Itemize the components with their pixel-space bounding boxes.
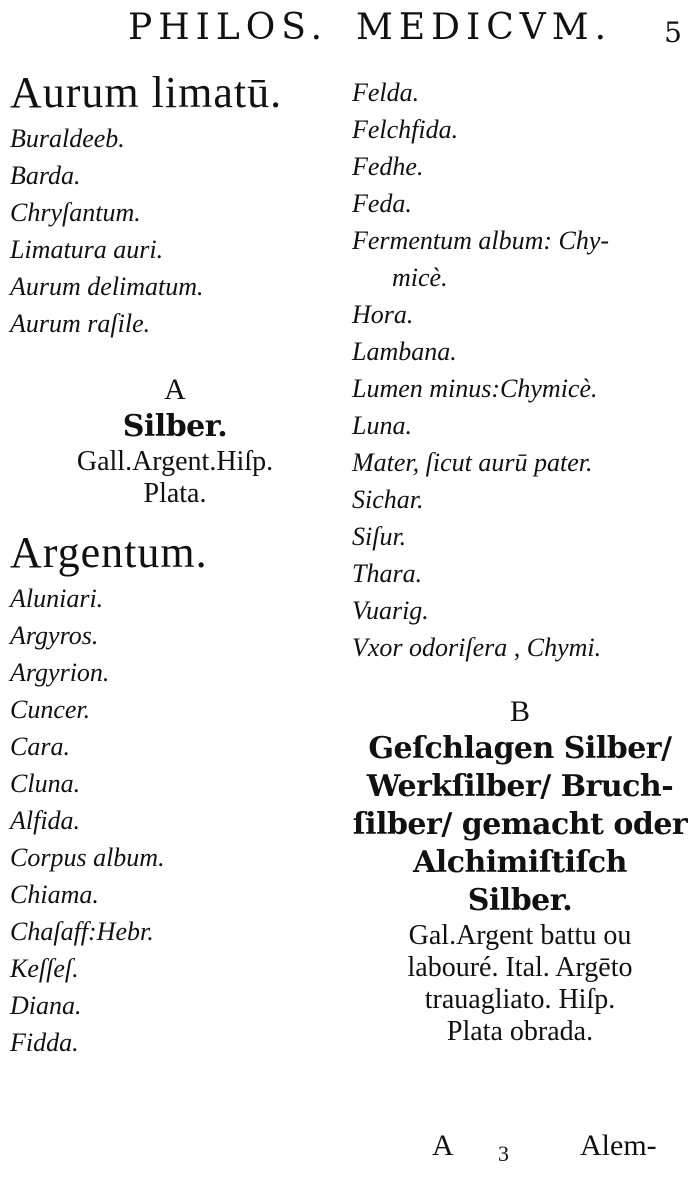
synonym-entry: Lumen minus:Chymicè. xyxy=(352,374,598,403)
synonym-entry: Barda. xyxy=(10,161,81,190)
synonym-entry: Fermentum album: Chy- xyxy=(352,226,610,255)
gloss-line: Plata obrada. xyxy=(446,1016,594,1047)
german-heading-line: Alchimiſtiſch xyxy=(413,845,627,880)
synonym-entry: Felda. xyxy=(352,78,420,107)
synonym-entry: Aurum delimatum. xyxy=(10,272,204,301)
gloss-line: Gal.Argent battu ou xyxy=(408,920,632,951)
synonym-entry: Argyrion. xyxy=(10,658,110,687)
synonym-entry: Chryſantum. xyxy=(10,198,141,227)
synonym-entry: Cuncer. xyxy=(10,695,91,724)
synonym-entry: Cara. xyxy=(10,732,70,761)
german-heading-line: Werkſilber/ Bruch- xyxy=(366,769,674,804)
gloss-line: Gall.Argent.Hiſp. xyxy=(76,446,274,477)
section-b xyxy=(352,694,688,1048)
synonym-list-right xyxy=(352,74,688,666)
synonym-entry: Sichar. xyxy=(352,485,424,514)
signature-number: 3 xyxy=(498,1141,509,1166)
section-letter-a: A xyxy=(164,373,186,406)
synonym-entry: Thara. xyxy=(352,559,423,588)
synonym-entry: Chiama. xyxy=(10,880,99,909)
synonym-entry: Siſur. xyxy=(352,522,407,551)
left-column xyxy=(10,70,340,1061)
section-letter-b: B xyxy=(509,695,530,728)
synonym-entry: Keſſeſ. xyxy=(10,954,79,983)
right-column xyxy=(352,74,688,1048)
synonym-entry: Luna. xyxy=(352,411,412,440)
synonym-entry: Lambana. xyxy=(352,337,457,366)
headword-argentum: Argentum. xyxy=(10,528,208,577)
synonym-entry: Cluna. xyxy=(10,769,81,798)
synonym-entry: Corpus album. xyxy=(10,843,165,872)
page-number: 5 xyxy=(664,16,682,49)
running-head-right: MEDICVM. xyxy=(356,7,613,48)
german-heading-silber: Silber. xyxy=(122,409,228,444)
synonym-entry: Argyros. xyxy=(10,621,99,650)
synonym-entry: Buraldeeb. xyxy=(10,124,125,153)
synonym-list-aurum xyxy=(10,120,340,342)
headword-aurum-limatum: Aurum limatū. xyxy=(10,68,283,117)
synonym-entry: Vuarig. xyxy=(352,596,429,625)
synonym-entry: Limatura auri. xyxy=(10,235,164,264)
gloss-line: trauagliato. Hiſp. xyxy=(424,984,616,1015)
catchword: Alem- xyxy=(580,1129,657,1162)
gloss-line: labouré. Ital. Argēto xyxy=(407,952,633,983)
synonym-entry: Chaſaff:Hebr. xyxy=(10,917,154,946)
german-heading-line: ſilber/ gemacht oder xyxy=(352,807,688,842)
section-a xyxy=(10,372,340,510)
synonym-entry: Hora. xyxy=(352,300,414,329)
german-heading-line: Geſchlagen Silber/ xyxy=(368,731,672,766)
synonym-entry: Mater, ſicut aurū pater. xyxy=(352,448,593,477)
signature-letter: A xyxy=(432,1129,454,1162)
synonym-entry: Alfida. xyxy=(10,806,81,835)
synonym-entry: Diana. xyxy=(10,991,82,1020)
synonym-entry-continuation: micè. xyxy=(392,263,448,292)
synonym-entry: Aurum raſile. xyxy=(10,309,151,338)
synonym-entry: Fedhe. xyxy=(352,152,424,181)
synonym-entry: Felchfida. xyxy=(352,115,459,144)
synonym-entry: Vxor odoriſera , Chymi. xyxy=(352,633,602,662)
running-head-left: PHILOS. xyxy=(128,7,329,48)
synonym-entry: Feda. xyxy=(352,189,412,218)
german-heading-line: Silber. xyxy=(467,883,573,918)
synonym-list-argentum xyxy=(10,580,340,1061)
gloss-line: Plata. xyxy=(143,478,207,509)
synonym-entry: Fidda. xyxy=(10,1028,79,1057)
synonym-entry: Aluniari. xyxy=(10,584,104,613)
